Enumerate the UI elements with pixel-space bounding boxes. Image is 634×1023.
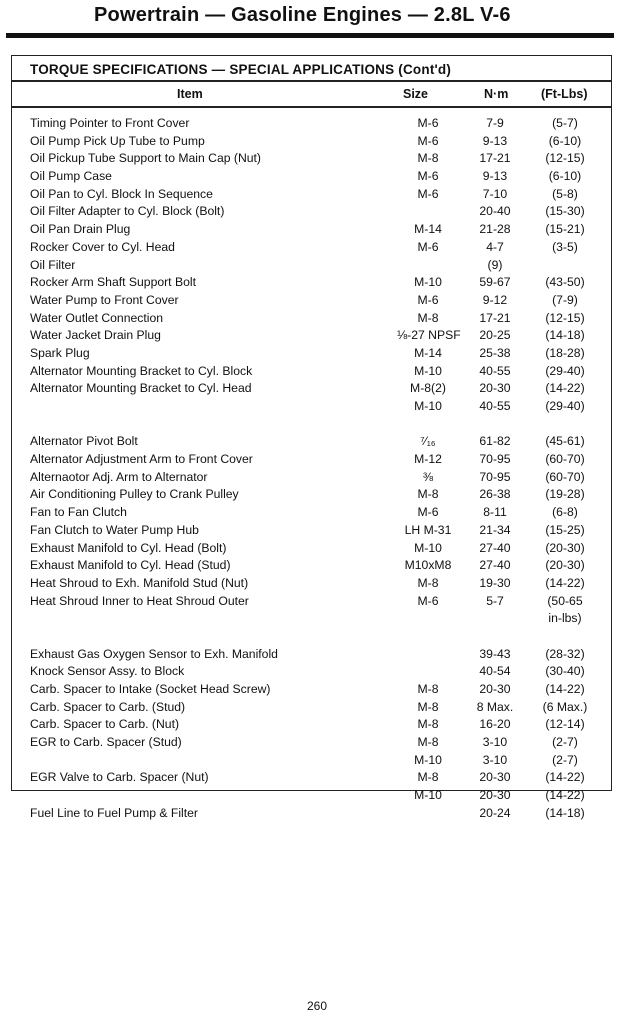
cell-nm: 26-38 (479, 487, 511, 502)
column-header-nm: N·m (484, 87, 509, 101)
cell-nm: 5-7 (486, 593, 504, 608)
table-row (12, 222, 611, 240)
cell-ftlbs: (7-9) (552, 292, 578, 307)
cell-item: Oil Pan Drain Plug (30, 222, 131, 237)
cell-size: M-6 (417, 593, 439, 608)
cell-item: Water Pump to Front Cover (30, 292, 179, 307)
cell-nm: 20-30 (479, 770, 511, 785)
cell-ftlbs: (6-10) (548, 133, 582, 148)
cell-nm: 9-13 (482, 169, 508, 184)
cell-size: M-10 (414, 399, 442, 413)
cell-nm: 70-95 (479, 452, 511, 467)
cell-item: Alternator Mounting Bracket to Cyl. Head (30, 381, 252, 396)
table-row (12, 134, 611, 152)
cell-item: EGR Valve to Carb. Spacer (Nut) (30, 770, 209, 785)
cell-size: M10xM8 (404, 558, 452, 573)
cell-item: Oil Pump Pick Up Tube to Pump (30, 133, 205, 148)
cell-size: M-6 (417, 239, 439, 254)
cell-item: Water Jacket Drain Plug (30, 328, 161, 343)
cell-ftlbs: (14-22) (545, 682, 585, 696)
cell-size: M-10 (414, 752, 442, 767)
table-row (12, 682, 611, 700)
cell-item: Spark Plug (30, 345, 90, 360)
cell-size: M-8 (417, 699, 439, 714)
cell-ftlbs: (28-32) (545, 646, 585, 661)
cell-nm: 16-20 (479, 717, 511, 732)
cell-nm: 40-54 (479, 664, 511, 679)
table-body (12, 116, 611, 824)
cell-ftlbs: (6-8) (552, 505, 578, 520)
cell-ftlbs: (15-21) (545, 222, 585, 237)
cell-ftlbs: (6 Max.) (542, 699, 588, 714)
table-row (12, 434, 611, 452)
cell-nm: 25-38 (479, 345, 511, 360)
cell-size: M-6 (417, 292, 439, 307)
cell-size: M-8 (417, 575, 439, 590)
header-rule (6, 33, 614, 38)
cell-ftlbs: (50-65 (547, 593, 583, 608)
cell-nm: (9) (487, 257, 503, 272)
cell-item: Alternator Adjustment Arm to Front Cover (30, 452, 253, 467)
cell-nm: 20-25 (479, 328, 511, 343)
table-row (12, 293, 611, 311)
cell-item: Carb. Spacer to Carb. (Nut) (30, 717, 180, 732)
cell-size: M-12 (414, 452, 442, 467)
table-row (12, 541, 611, 559)
cell-ftlbs: (5-7) (552, 116, 578, 130)
cell-size: M-8(2) (410, 381, 446, 396)
cell-item: Carb. Spacer to Carb. (Stud) (30, 699, 186, 714)
cell-nm: 8 Max. (476, 699, 514, 714)
table-row (12, 399, 611, 417)
row-spacer (12, 417, 611, 435)
cell-nm: 59-67 (479, 275, 511, 290)
cell-ftlbs: (14-22) (545, 788, 585, 803)
table-row (12, 505, 611, 523)
cell-item: Water Outlet Connection (30, 310, 163, 325)
cell-item: Heat Shroud to Exh. Manifold Stud (Nut) (30, 575, 249, 590)
table-row (12, 381, 611, 399)
cell-item: Oil Pan to Cyl. Block In Sequence (30, 186, 213, 201)
cell-ftlbs: (14-22) (545, 770, 585, 785)
cell-ftlbs: (20-30) (545, 540, 585, 555)
cell-item: Alternaotor Adj. Arm to Alternator (30, 469, 208, 484)
cell-nm: 20-30 (479, 788, 511, 803)
cell-ftlbs: (14-22) (545, 575, 585, 590)
cell-item: Exhaust Gas Oxygen Sensor to Exh. Manifold (30, 646, 278, 661)
table-row (12, 664, 611, 682)
cell-nm: 7-10 (482, 186, 508, 201)
cell-size: M-6 (417, 116, 439, 130)
table-row (12, 328, 611, 346)
cell-item: Oil Filter (30, 257, 76, 272)
table-row (12, 187, 611, 205)
cell-item: Air Conditioning Pulley to Crank Pulley (30, 487, 239, 502)
cell-ftlbs: (12-15) (545, 310, 585, 325)
cell-size: M-10 (414, 788, 442, 803)
cell-item: Oil Filter Adapter to Cyl. Block (Bolt) (30, 204, 225, 219)
table-row (12, 275, 611, 293)
cell-item: Fuel Line to Fuel Pump & Filter (30, 805, 198, 820)
cell-size: LH M-31 (404, 522, 452, 537)
column-header-size: Size (403, 87, 429, 101)
cell-size: M-10 (414, 275, 442, 290)
table-row (12, 717, 611, 735)
cell-ftlbs: (45-61) (545, 434, 585, 449)
table-row (12, 735, 611, 753)
table-row (12, 346, 611, 364)
cell-ftlbs: (14-22) (545, 381, 585, 396)
cell-nm: 39-43 (479, 646, 511, 661)
cell-ftlbs: (15-30) (545, 204, 585, 219)
cell-nm: 19-30 (479, 575, 511, 590)
page-header (0, 0, 634, 40)
cell-nm: 17-21 (479, 310, 511, 325)
table-row (12, 169, 611, 187)
cell-ftlbs: in-lbs) (548, 611, 582, 626)
cell-ftlbs: (14-18) (545, 328, 585, 343)
table-row (12, 753, 611, 771)
cell-ftlbs: (20-30) (545, 558, 585, 573)
cell-item: Alternator Pivot Bolt (30, 434, 138, 449)
cell-item: Heat Shroud Inner to Heat Shroud Outer (30, 593, 249, 608)
cell-size: M-10 (414, 363, 442, 378)
cell-ftlbs: (43-50) (545, 275, 585, 290)
cell-ftlbs: (30-40) (545, 664, 585, 679)
cell-size: M-10 (414, 540, 442, 555)
cell-item: Exhaust Manifold to Cyl. Head (Stud) (30, 558, 231, 573)
table-row (12, 788, 611, 806)
table-row (12, 523, 611, 541)
cell-ftlbs: (12-14) (545, 717, 585, 732)
table-row (12, 452, 611, 470)
cell-nm: 21-34 (479, 522, 511, 537)
cell-nm: 40-55 (479, 399, 511, 413)
cell-nm: 70-95 (479, 469, 511, 484)
cell-nm: 20-40 (479, 204, 511, 219)
cell-ftlbs: (29-40) (545, 363, 585, 378)
divider (12, 80, 611, 82)
cell-size: M-6 (417, 186, 439, 201)
cell-size: ⁷⁄₁₆ (420, 434, 436, 449)
cell-item: EGR to Carb. Spacer (Stud) (30, 735, 182, 750)
cell-nm: 8-11 (483, 505, 507, 520)
cell-size: ⅛-27 NPSF (397, 328, 461, 343)
table-row (12, 594, 611, 612)
cell-ftlbs: (60-70) (545, 469, 585, 484)
cell-size: M-14 (414, 345, 442, 360)
page-number: 260 (306, 999, 328, 1013)
cell-nm: 3-10 (482, 735, 508, 750)
table-row (12, 364, 611, 382)
cell-size: M-8 (417, 682, 439, 696)
table-row (12, 647, 611, 665)
cell-ftlbs: (2-7) (552, 735, 578, 750)
cell-size: M-6 (417, 169, 439, 184)
cell-item: Exhaust Manifold to Cyl. Head (Bolt) (30, 540, 227, 555)
cell-item: Fan to Fan Clutch (30, 505, 127, 520)
cell-ftlbs: (2-7) (552, 752, 578, 767)
cell-item: Rocker Cover to Cyl. Head (30, 239, 175, 254)
cell-ftlbs: (60-70) (545, 452, 585, 467)
cell-item: Rocker Arm Shaft Support Bolt (30, 275, 196, 290)
cell-nm: 27-40 (479, 540, 511, 555)
table-row (12, 311, 611, 329)
cell-ftlbs: (12-15) (545, 151, 585, 166)
cell-nm: 21-28 (479, 222, 511, 237)
table-row (12, 576, 611, 594)
cell-nm: 20-24 (479, 805, 511, 820)
table-row (12, 611, 611, 629)
table-row (12, 806, 611, 824)
cell-nm: 17-21 (479, 151, 511, 166)
cell-nm: 9-12 (482, 292, 508, 307)
cell-item: Timing Pointer to Front Cover (30, 116, 190, 130)
cell-nm: 4-7 (486, 239, 504, 254)
divider (12, 106, 611, 108)
column-header-item: Item (177, 87, 203, 101)
cell-ftlbs: (14-18) (545, 805, 585, 820)
table-row (12, 770, 611, 788)
cell-ftlbs: (15-25) (545, 522, 585, 537)
cell-nm: 20-30 (479, 682, 511, 696)
cell-ftlbs: (3-5) (552, 239, 578, 254)
cell-nm: 7-9 (486, 116, 504, 130)
column-header-ftlbs: (Ft-Lbs) (541, 87, 588, 101)
row-spacer (12, 629, 611, 647)
cell-size: M-8 (417, 487, 439, 502)
cell-size: M-6 (417, 133, 439, 148)
table-row (12, 558, 611, 576)
cell-item: Alternator Mounting Bracket to Cyl. Block (30, 363, 253, 378)
cell-ftlbs: (19-28) (545, 487, 585, 502)
cell-item: Knock Sensor Assy. to Block (30, 664, 185, 679)
cell-size: M-8 (417, 717, 439, 732)
cell-size: M-8 (417, 735, 439, 750)
cell-size: M-8 (417, 770, 439, 785)
cell-item: Oil Pump Case (30, 169, 112, 184)
table-row (12, 487, 611, 505)
cell-nm: 20-30 (479, 381, 511, 396)
cell-item: Oil Pickup Tube Support to Main Cap (Nut) (30, 151, 261, 166)
table-row (12, 116, 611, 134)
table-row (12, 470, 611, 488)
table-title: TORQUE SPECIFICATIONS — SPECIAL APPLICATIONS (Cont'd) (30, 62, 452, 77)
page-title: Powertrain — Gasoline Engines — 2.8L V-6 (94, 4, 511, 26)
cell-size: M-14 (414, 222, 442, 237)
cell-item: Fan Clutch to Water Pump Hub (30, 522, 199, 537)
table-row (12, 258, 611, 276)
torque-spec-table (11, 55, 612, 820)
cell-size: M-6 (417, 505, 439, 520)
cell-ftlbs: (5-8) (552, 186, 578, 201)
cell-ftlbs: (29-40) (545, 399, 585, 413)
cell-nm: 3-10 (482, 752, 508, 767)
table-row (12, 700, 611, 718)
cell-nm: 9-13 (482, 133, 508, 148)
cell-size: M-8 (417, 151, 439, 166)
cell-nm: 27-40 (479, 558, 511, 573)
cell-ftlbs: (18-28) (545, 345, 585, 360)
cell-ftlbs: (6-10) (548, 169, 582, 184)
table-row (12, 240, 611, 258)
cell-nm: 61-82 (479, 434, 511, 449)
cell-size: ⅜ (422, 469, 434, 484)
cell-item: Carb. Spacer to Intake (Socket Head Screw) (30, 682, 271, 696)
table-row (12, 151, 611, 169)
table-row (12, 204, 611, 222)
cell-nm: 40-55 (479, 363, 511, 378)
cell-size: M-8 (417, 310, 439, 325)
